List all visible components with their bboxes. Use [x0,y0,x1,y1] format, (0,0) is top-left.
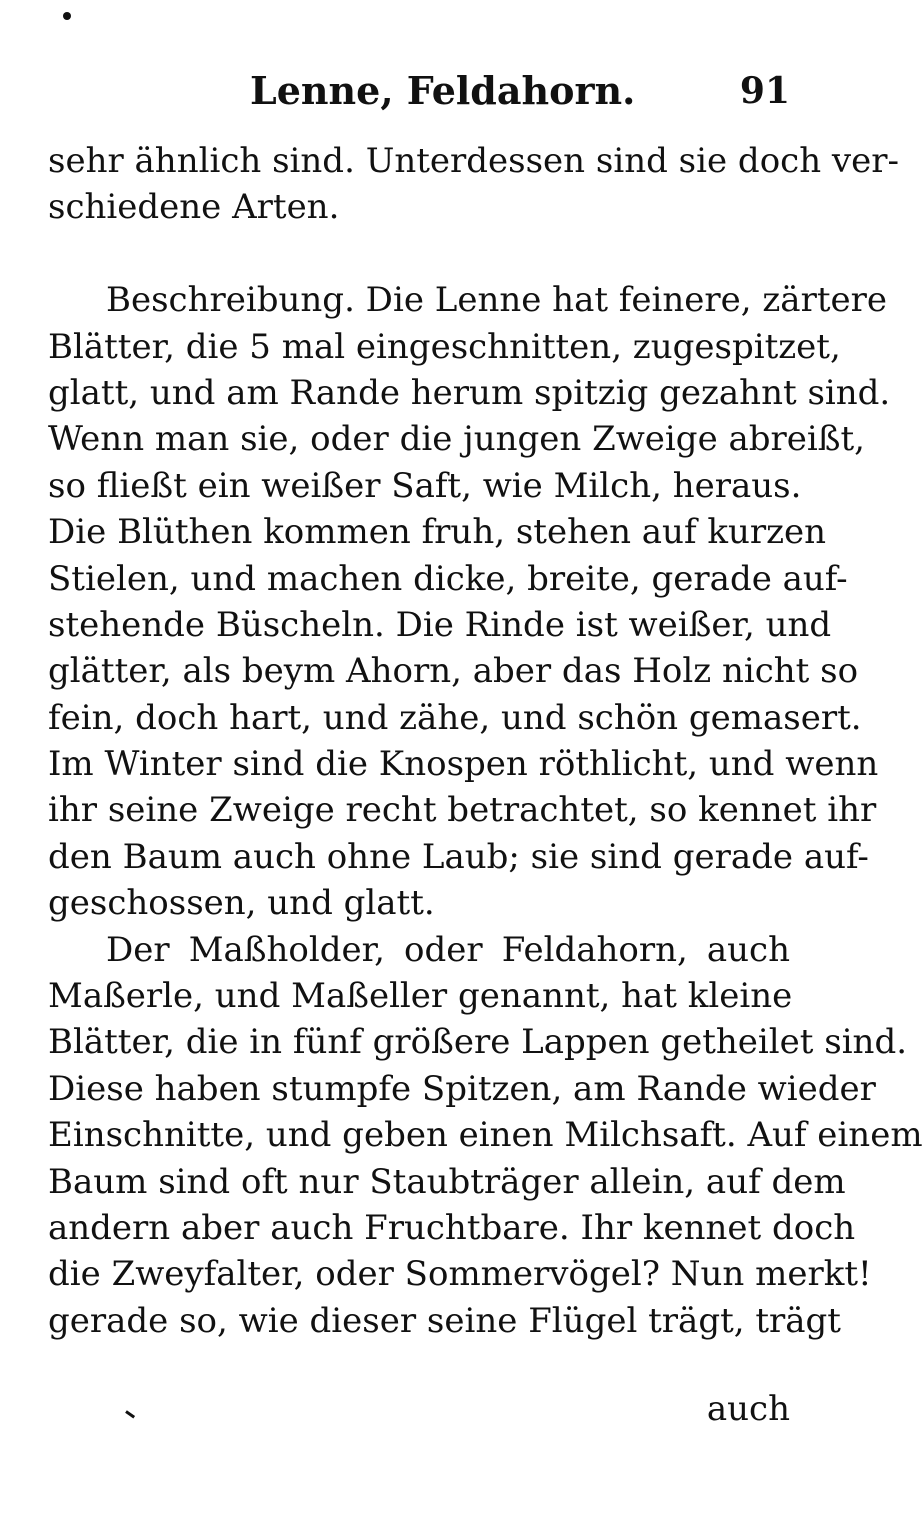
text-line: den Baum auch ohne Laub; sie sind gerade auf- [48,836,869,877]
text-line: gerade so, wie dieser seine Flügel trägt, trägt [48,1300,841,1341]
body-text [48,138,923,1344]
text-line: Blätter, die 5 mal eingeschnitten, zugespitzet, [48,326,841,367]
catchword: auch [706,1389,790,1429]
text-line: andern aber auch Fruchtbare. Ihr kennet doch [48,1207,856,1248]
text-line: geschossen, und glatt. [48,883,435,924]
paragraph-gap [48,231,790,277]
text-line: sehr ähnlich sind. Unterdessen sind sie doch ver- [48,141,899,181]
text-line: Beschreibung. Die Lenne hat feinere, zärtere [106,280,887,321]
text-line: Blätter, die in fünf größere Lappen getheilet sind. [48,1022,908,1063]
text-line: glatt, und am Rande herum spitzig gezahnt sind. [48,372,891,413]
text-line: fein, doch hart, und zähe, und schön gemasert. [48,697,862,738]
text-line: die Zweyfalter, oder Sommervögel? Nun merkt! [48,1254,872,1295]
text-line: Im Winter sind die Knospen röthlicht, und wenn [48,744,879,785]
text-line: so fließt ein weißer Saft, wie Milch, heraus. [48,465,802,506]
text-line: Die Blüthen kommen fruh, stehen auf kurzen [48,512,827,553]
text-line: glätter, als beym Ahorn, aber das Holz nicht so [48,651,859,692]
text-line: Stielen, und machen dicke, breite, gerade auf- [48,558,848,599]
text-line: Baum sind oft nur Staubträger allein, auf dem [48,1161,846,1202]
page-number: 91 [739,70,790,112]
text-line: Maßerle, und Maßeller genannt, hat kleine [48,976,793,1017]
text-line: stehende Büscheln. Die Rinde ist weißer, und [48,604,832,645]
text-line: Wenn man sie, oder die jungen Zweige abreißt, [48,419,865,460]
text-line: Einschnitte, und geben einen Milchsaft. Auf einem [48,1115,923,1156]
page-header [48,66,790,126]
running-head: Lenne, Feldahorn. [250,68,636,113]
text-line: schiedene Arten. [48,187,340,228]
text-line: ihr seine Zweige recht betrachtet, so kennet ihr [48,790,877,831]
ink-stroke [125,1410,135,1418]
text-line: Diese haben stumpfe Spitzen, am Rande wieder [48,1068,876,1109]
ink-speck [63,12,71,20]
text-line: Der Maßholder, oder Feldahorn, auch [106,929,790,970]
